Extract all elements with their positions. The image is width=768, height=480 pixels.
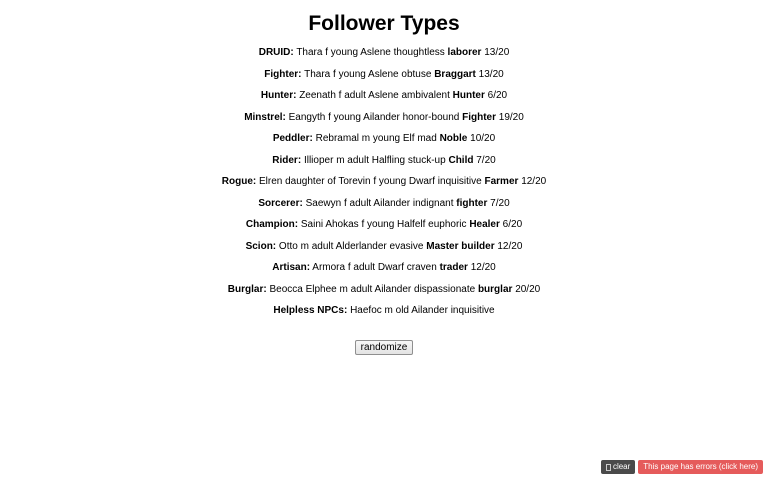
- row-desc: Zeenath f adult Aslene ambivalent: [299, 90, 450, 101]
- follower-row: [0, 261, 768, 283]
- row-desc: Thara f young Aslene thoughtless: [296, 47, 445, 58]
- row-desc: Armora f adult Dwarf craven: [312, 262, 437, 273]
- follower-row: [0, 218, 768, 240]
- row-desc: Beocca Elphee m adult Ailander dispassionate: [269, 283, 476, 295]
- row-score: 20/20: [515, 283, 541, 295]
- row-desc: Eangyth f young Ailander honor-bound: [288, 111, 460, 123]
- row-desc: Elren daughter of Torevin f young Dwarf inquisitive: [259, 176, 482, 187]
- follower-row: [0, 89, 768, 111]
- row-label: Hunter:: [260, 90, 297, 101]
- row-desc: Rebramal m young Elf mad: [315, 133, 437, 144]
- row-desc: Saini Ahokas f young Halfelf euphoric: [300, 219, 467, 230]
- page-title: Follower Types: [308, 12, 460, 35]
- row-label: Artisan:: [272, 262, 311, 273]
- follower-row: [0, 132, 768, 154]
- row-score: 19/20: [498, 111, 524, 123]
- row-score: 10/20: [470, 133, 496, 144]
- follower-row: [0, 240, 768, 262]
- row-role: Child: [448, 154, 474, 166]
- row-score: 13/20: [484, 47, 510, 58]
- row-role: Farmer: [484, 176, 519, 187]
- clear-label: clear: [612, 462, 631, 471]
- row-role: fighter: [456, 197, 488, 209]
- row-role: Fighter: [462, 111, 496, 123]
- randomize-wrap: [0, 337, 768, 355]
- follower-row: [0, 175, 768, 197]
- follower-row: [0, 304, 768, 326]
- row-label: Rider:: [272, 154, 302, 166]
- row-label: Minstrel:: [244, 111, 286, 123]
- row-role: Master builder: [426, 240, 495, 252]
- follower-row: [0, 46, 768, 68]
- row-label: Fighter:: [264, 68, 302, 80]
- row-label: Helpless NPCs:: [273, 305, 348, 316]
- row-score: 12/20: [470, 262, 496, 273]
- row-role: burglar: [477, 283, 513, 295]
- row-score: 6/20: [502, 219, 523, 230]
- row-role: laborer: [447, 47, 482, 58]
- row-label: Burglar:: [227, 283, 267, 295]
- row-label: DRUID:: [258, 47, 294, 58]
- errors-link[interactable]: This page has errors (click here): [638, 460, 763, 474]
- row-desc: Haefoc m old Ailander inquisitive: [350, 305, 495, 316]
- follower-row: [0, 283, 768, 305]
- follower-row: [0, 68, 768, 90]
- randomize-button[interactable]: randomize: [355, 340, 414, 355]
- row-score: 6/20: [487, 90, 508, 101]
- follower-row: [0, 197, 768, 219]
- row-score: 7/20: [476, 154, 496, 166]
- row-label: Rogue:: [221, 176, 257, 187]
- row-score: 13/20: [478, 68, 504, 80]
- row-role: Healer: [469, 219, 500, 230]
- row-desc: Illioper m adult Halfling stuck-up: [303, 154, 446, 166]
- row-role: Braggart: [434, 68, 476, 80]
- row-role: trader: [439, 262, 468, 273]
- follower-row: [0, 111, 768, 133]
- clear-button[interactable]: [601, 460, 635, 474]
- row-label: Scion:: [245, 240, 277, 252]
- row-desc: Thara f young Aslene obtuse: [304, 68, 432, 80]
- row-role: Noble: [439, 133, 468, 144]
- row-desc: Saewyn f adult Ailander indignant: [305, 197, 454, 209]
- row-label: Peddler:: [272, 133, 313, 144]
- row-label: Sorcerer:: [258, 197, 303, 209]
- debug-footer: [601, 460, 763, 474]
- row-score: 12/20: [497, 240, 523, 252]
- document-icon: [606, 464, 611, 471]
- row-score: 7/20: [490, 197, 510, 209]
- row-label: Champion:: [245, 219, 299, 230]
- row-desc: Otto m adult Alderlander evasive: [278, 240, 424, 252]
- row-score: 12/20: [521, 176, 547, 187]
- follower-row: [0, 154, 768, 176]
- row-role: Hunter: [452, 90, 485, 101]
- follower-list: [0, 46, 768, 326]
